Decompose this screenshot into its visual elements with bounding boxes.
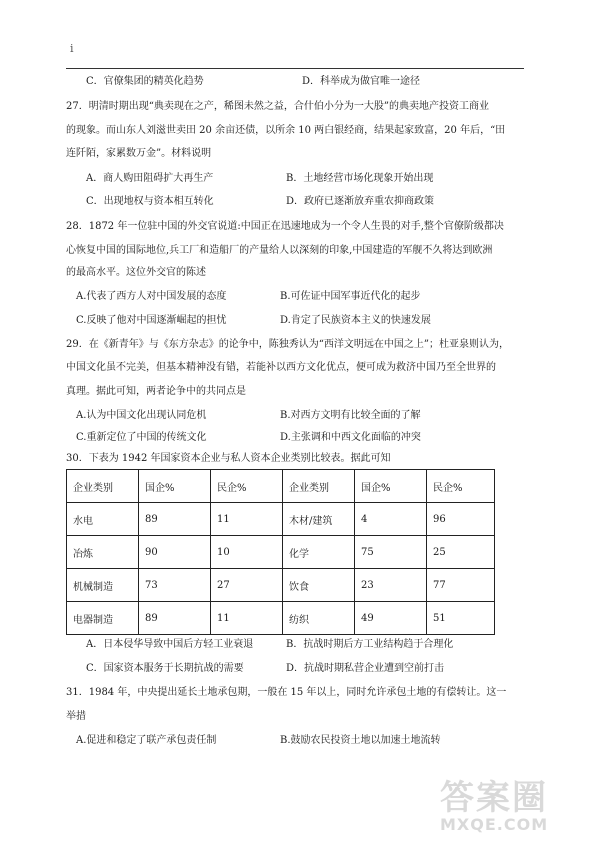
- q30-option-c: C．国家资本服务于长期抗战的需要: [86, 663, 244, 674]
- watermark-url: MXQE.COM: [440, 815, 549, 834]
- table-cell: 4: [355, 503, 427, 536]
- q31-option-a: A.促进和稳定了联产承包责任制: [76, 735, 217, 746]
- table-cell: 25: [427, 536, 495, 569]
- table-cell: 机械制造: [67, 569, 139, 602]
- q29-stem-line-1: 29．在《新青年》与《东方杂志》的论争中，陈独秀认为“西洋文明远在中国之上”；杜亚泉则认为，: [66, 339, 509, 350]
- q28-stem-line-1: 28．1872 年一位驻中国的外交官说道:中国正在迅速地成为一个令人生畏的对手,整个官僚阶级都决: [66, 221, 504, 232]
- table-cell: 10: [211, 536, 283, 569]
- table-cell: 96: [427, 503, 495, 536]
- table-row: [67, 536, 495, 569]
- table-header-cell: 国企%: [139, 470, 211, 503]
- watermark-logo-text: 答案圈: [440, 778, 548, 818]
- table-header-cell: 民企%: [211, 470, 283, 503]
- q28-option-b: B.可佐证中国军事近代化的起步: [280, 291, 421, 302]
- q27-stem-line-2: 的现象。而山东人刘滋世卖田 20 余亩还债，以所余 10 两白银经商，结果起家致富，20 年后，“田: [66, 125, 506, 136]
- q29-option-a: A.认为中国文化出现认同危机: [76, 410, 207, 421]
- enterprise-comparison-table: [66, 469, 495, 635]
- table-cell: 77: [427, 569, 495, 602]
- table-cell: 75: [355, 536, 427, 569]
- table-row: [67, 569, 495, 602]
- q27-stem-line-1: 27．明清时期出现“典卖现在之产，稀图未然之益，合什伯小分为一大股”的典卖地产投资工商业: [66, 101, 489, 112]
- watermark-logo: [440, 770, 548, 834]
- q28-option-a: A.代表了西方人对中国发展的态度: [76, 291, 227, 302]
- table-cell: 11: [211, 503, 283, 536]
- q30-option-b: B．抗战时期后方工业结构趋于合理化: [286, 639, 454, 650]
- q28-option-d: D.肯定了民族资本主义的快速发展: [280, 315, 431, 326]
- table-row: [67, 602, 495, 635]
- q31-option-b: B.鼓励农民投资土地以加速土地流转: [280, 735, 441, 746]
- header-rule: [66, 68, 524, 69]
- table-cell: 饮食: [283, 569, 355, 602]
- table-header-cell: 企业类别: [283, 470, 355, 503]
- table-header-cell: 企业类别: [67, 470, 139, 503]
- q28-stem-line-3: 的最高水平。这位外交官的陈述: [66, 267, 206, 278]
- q26-option-c: C．官僚集团的精英化趋势: [86, 76, 204, 87]
- q27-option-b: B．土地经营市场化现象开始出现: [286, 173, 434, 184]
- table-cell: 化学: [283, 536, 355, 569]
- table-header-cell: 民企%: [427, 470, 495, 503]
- q27-stem-line-3: 连阡陌，家累数万金”。材料说明: [66, 148, 212, 159]
- q28-option-c: C.反映了他对中国逐渐崛起的担忧: [76, 315, 227, 326]
- q26-option-d: D．科举成为做官唯一途径: [302, 76, 421, 87]
- table-cell: 51: [427, 602, 495, 635]
- table-cell: 49: [355, 602, 427, 635]
- q31-stem-line-2: 举措: [66, 711, 86, 722]
- table-cell: 木材/建筑: [283, 503, 355, 536]
- q30-option-a: A．日本侵华导致中国后方轻工业衰退: [86, 639, 254, 650]
- q29-stem-line-3: 真理。据此可知，两者论争中的共同点是: [66, 386, 246, 397]
- q29-option-c: C.重新定位了中国的传统文化: [76, 432, 207, 443]
- table-cell: 27: [211, 569, 283, 602]
- q29-stem-line-2: 中国文化虽不完美，但基本精神没有错，若能补以西方文化优点，便可成为救济中国乃至全世界的: [66, 362, 496, 373]
- table-cell: 11: [211, 602, 283, 635]
- table-cell: 73: [139, 569, 211, 602]
- table-cell: 90: [139, 536, 211, 569]
- q29-option-d: D.主张调和中西文化面临的冲突: [280, 432, 421, 443]
- table-header-row: [67, 470, 495, 503]
- table-row: [67, 503, 495, 536]
- q27-option-d: D．政府已逐渐放弃重农抑商政策: [286, 196, 435, 207]
- table-cell: 23: [355, 569, 427, 602]
- table-cell: 纺织: [283, 602, 355, 635]
- q28-stem-line-2: 心恢复中国的国际地位,兵工厂和造船厂的产量给人以深刻的印象,中国建造的军舰不久将达到欧洲: [66, 245, 493, 256]
- table-cell: 89: [139, 602, 211, 635]
- q31-stem-line-1: 31．1984 年，中央提出延长土地承包期，一般在 15 年以上，同时允许承包土地的有偿转让。这一: [66, 687, 507, 698]
- q30-stem: 30．下表为 1942 年国家资本企业与私人资本企业类别比较表。据此可知: [66, 453, 391, 464]
- table-cell: 电器制造: [67, 602, 139, 635]
- q29-option-b: B.对西方文明有比较全面的了解: [280, 410, 421, 421]
- q30-option-d: D．抗战时期私营企业遭到空前打击: [286, 663, 445, 674]
- table-cell: 冶炼: [67, 536, 139, 569]
- table-cell: 89: [139, 503, 211, 536]
- corner-mark: i: [70, 42, 74, 55]
- table-cell: 水电: [67, 503, 139, 536]
- q27-option-a: A．商人购田阻碍扩大再生产: [86, 173, 214, 184]
- q27-option-c: C．出现地权与资本相互转化: [86, 196, 214, 207]
- table-header-cell: 国企%: [355, 470, 427, 503]
